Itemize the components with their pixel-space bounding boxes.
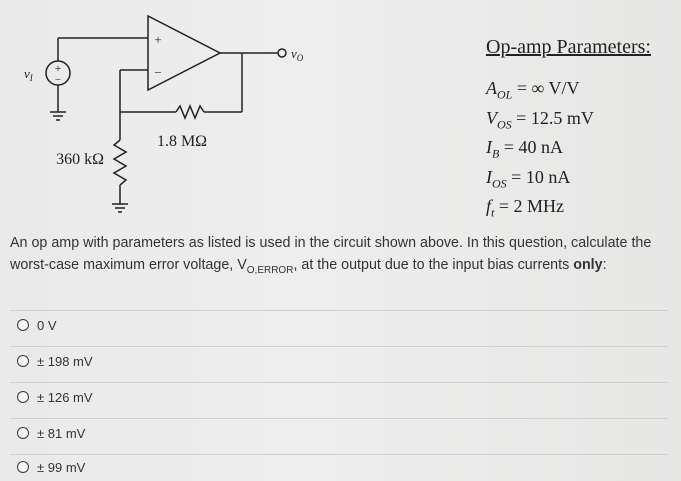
param-value: = 12.5 mV	[511, 107, 594, 128]
param-row	[486, 166, 651, 196]
param-symbol: f	[486, 196, 492, 217]
param-symbol: A	[486, 78, 497, 98]
param-row	[486, 107, 651, 137]
param-symbol: I	[486, 137, 492, 158]
option-label: ± 99 mV	[37, 459, 86, 475]
radio-button[interactable]	[17, 391, 29, 403]
question-part-3: :	[602, 257, 607, 273]
divider	[10, 454, 668, 455]
param-subscript: t	[491, 205, 495, 220]
question-part-2: , at the output due to the input bias currents	[293, 257, 574, 273]
param-subscript: OS	[497, 117, 512, 132]
param-subscript: OL	[497, 87, 513, 102]
opamp-plus-sign: +	[154, 32, 162, 47]
vi-label: $v_I$	[24, 66, 33, 83]
param-value: = 2 MHz	[494, 196, 565, 217]
option-label: ± 198 mV	[37, 353, 93, 369]
param-row	[486, 195, 651, 225]
radio-button[interactable]	[17, 461, 29, 473]
option-label: ± 126 mV	[37, 389, 93, 405]
param-row	[486, 136, 651, 166]
opamp-parameters	[486, 36, 651, 225]
params-title: Op-amp Parameters:	[486, 36, 651, 58]
radio-button[interactable]	[17, 319, 29, 331]
param-subscript: OS	[492, 176, 507, 191]
question-bold-word: only	[573, 257, 603, 273]
param-row	[486, 77, 651, 107]
source-plus-sign: +	[54, 61, 62, 75]
opamp-minus-sign: −	[154, 65, 162, 80]
param-value: = ∞ V/V	[512, 78, 580, 98]
divider	[10, 418, 668, 419]
question-part-1: An op amp with parameters as listed is used in the circuit shown above. In this question, calculate the worst-case maximum error voltage, V	[10, 235, 652, 273]
param-subscript: B	[492, 146, 500, 161]
param-symbol: V	[486, 107, 497, 128]
param-symbol: I	[486, 166, 492, 187]
radio-button[interactable]	[17, 355, 29, 367]
answer-option-99mv[interactable]	[17, 458, 85, 476]
divider	[10, 346, 668, 347]
ground-resistor	[114, 140, 126, 185]
source-minus-sign: −	[54, 74, 62, 86]
option-label: ± 81 mV	[37, 425, 86, 441]
ground-resistor-label: 360 kΩ	[56, 151, 104, 168]
param-value: = 10 nA	[506, 166, 571, 187]
feedback-resistor-label: 1.8 MΩ	[156, 133, 208, 150]
radio-button[interactable]	[17, 427, 29, 439]
question-text	[10, 232, 672, 282]
question-subscript: O,ERROR	[246, 264, 294, 276]
answer-option-81mv[interactable]	[17, 424, 85, 442]
param-value: = 40 nA	[499, 137, 563, 158]
feedback-resistor	[176, 106, 204, 118]
answer-option-126mv[interactable]	[17, 388, 93, 406]
answer-option-0v[interactable]	[17, 316, 57, 334]
option-label: 0 V	[37, 317, 57, 333]
param-list	[486, 77, 651, 225]
divider	[10, 382, 668, 383]
vo-label: $v_O$	[291, 46, 304, 63]
divider	[10, 310, 668, 311]
answer-option-198mv[interactable]	[17, 352, 93, 370]
